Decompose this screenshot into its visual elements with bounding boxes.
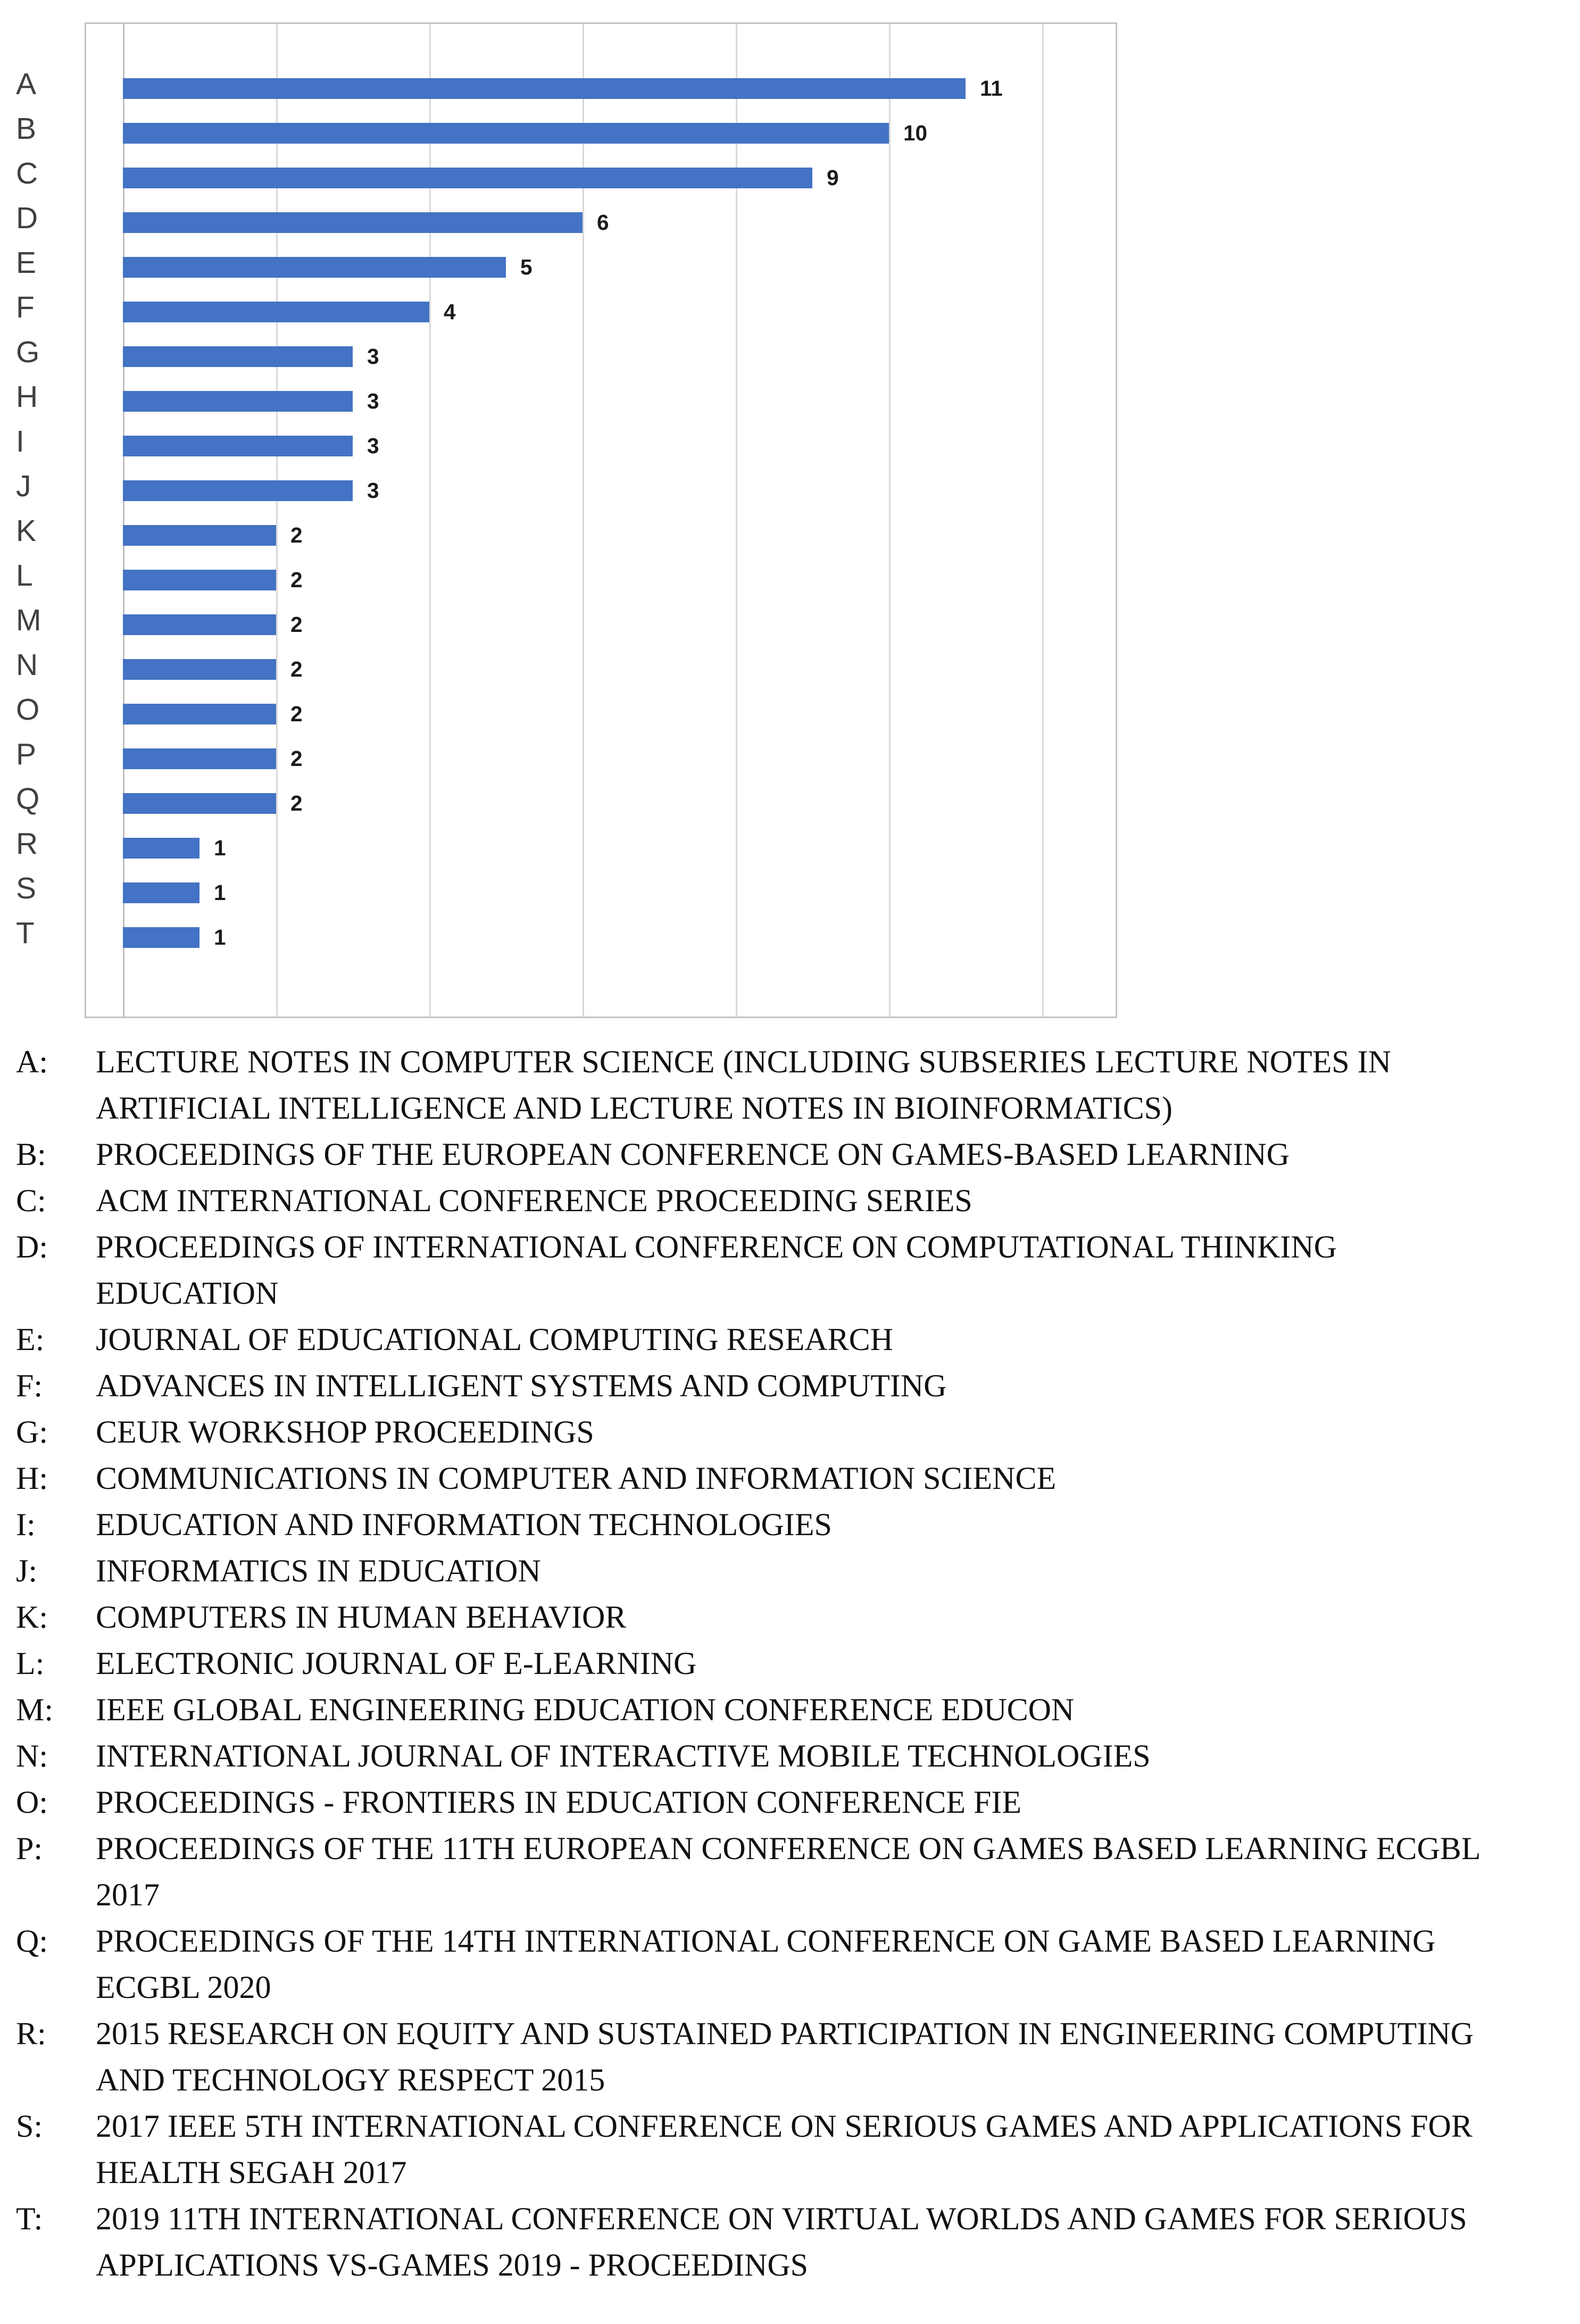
legend-label: EDUCATION AND INFORMATION TECHNOLOGIES — [96, 1508, 832, 1543]
legend-key: I: — [16, 1508, 36, 1543]
legend-item-q — [16, 1920, 1500, 2012]
bar-row-j — [123, 468, 1042, 512]
legend-key: G: — [16, 1415, 48, 1451]
bar-o — [123, 703, 276, 724]
gridline-12 — [1042, 24, 1044, 1017]
legend-label: COMMUNICATIONS IN COMPUTER AND INFORMATION SCIENCE — [96, 1462, 1057, 1497]
category-label-l: L — [16, 560, 33, 594]
legend-key: H: — [16, 1462, 48, 1497]
value-label-o: 2 — [290, 701, 303, 726]
value-label-i: 3 — [367, 433, 379, 457]
legend-key: T: — [16, 2202, 43, 2237]
bar-l — [123, 569, 276, 590]
bar-row-s — [123, 870, 1042, 914]
bar-row-e — [123, 244, 1042, 289]
value-label-t: 1 — [214, 924, 226, 949]
legend-label: 2015 RESEARCH ON EQUITY AND SUSTAINED PARTICIPATION IN ENGINEERING COMPUTING AND TECHNOLOGY RESPECT 2015 — [96, 2017, 1474, 2098]
category-label-g: G — [16, 337, 40, 370]
category-label-p: P — [16, 739, 37, 772]
value-label-n: 2 — [290, 656, 303, 681]
legend-label: PROCEEDINGS OF THE 14TH INTERNATIONAL CONFERENCE ON GAME BASED LEARNING ECGBL 2020 — [96, 1925, 1436, 2006]
legend-key: L: — [16, 1647, 45, 1682]
legend-key: K: — [16, 1601, 48, 1636]
legend-label: ACM INTERNATIONAL CONFERENCE PROCEEDING SERIES — [96, 1184, 972, 1219]
value-label-q: 2 — [290, 790, 303, 815]
legend-key: Q: — [16, 1925, 48, 1960]
legend-item-b — [16, 1133, 1500, 1179]
bar-row-g — [123, 334, 1042, 378]
value-label-j: 3 — [367, 478, 379, 502]
category-label-c: C — [16, 158, 38, 191]
bar-row-m — [123, 602, 1042, 646]
bar-f — [123, 301, 429, 322]
value-label-h: 3 — [367, 388, 379, 413]
category-label-k: K — [16, 515, 37, 549]
value-label-d: 6 — [597, 210, 609, 234]
category-label-q: Q — [16, 784, 40, 817]
category-label-b: B — [16, 113, 37, 147]
legend-key: P: — [16, 1832, 43, 1867]
value-label-e: 5 — [520, 254, 533, 279]
bar-row-i — [123, 423, 1042, 468]
value-label-s: 1 — [214, 880, 226, 904]
value-label-r: 1 — [214, 835, 226, 860]
bar-d — [123, 212, 583, 232]
category-label-n: N — [16, 649, 38, 683]
y-axis-category-labels — [16, 64, 80, 957]
legend-key: E: — [16, 1323, 45, 1358]
value-label-f: 4 — [444, 299, 456, 323]
bar-row-q — [123, 780, 1042, 825]
legend-label: PROCEEDINGS OF THE EUROPEAN CONFERENCE ON GAMES-BASED LEARNING — [96, 1138, 1290, 1173]
bar-row-d — [123, 199, 1042, 244]
legend-item-j — [16, 1550, 1500, 1596]
legend-item-l — [16, 1642, 1500, 1688]
bar-g — [123, 346, 353, 366]
legend-label: PROCEEDINGS - FRONTIERS IN EDUCATION CONFERENCE FIE — [96, 1786, 1022, 1821]
category-label-h: H — [16, 381, 38, 415]
chart-legend — [16, 1040, 1500, 2290]
category-label-i: I — [16, 426, 24, 460]
legend-item-f — [16, 1364, 1500, 1411]
bar-h — [123, 390, 353, 411]
legend-label: LECTURE NOTES IN COMPUTER SCIENCE (INCLUDING SUBSERIES LECTURE NOTES IN ARTIFICIAL INTELLIGENCE AND LECTURE NOTES IN BIOINFORMATICS) — [96, 1045, 1392, 1127]
legend-label: COMPUTERS IN HUMAN BEHAVIOR — [96, 1601, 627, 1636]
bar-row-k — [123, 512, 1042, 557]
bar-row-l — [123, 557, 1042, 602]
legend-item-s — [16, 2105, 1500, 2197]
bar-c — [123, 167, 812, 188]
category-label-a: A — [16, 69, 37, 102]
category-label-s: S — [16, 873, 37, 906]
horizontal-bar-chart — [85, 22, 1117, 1018]
bar-a — [123, 78, 966, 98]
legend-label: PROCEEDINGS OF THE 11TH EUROPEAN CONFERENCE ON GAMES BASED LEARNING ECGBL 2017 — [96, 1832, 1480, 1913]
legend-item-a — [16, 1040, 1500, 1133]
value-label-p: 2 — [290, 746, 303, 770]
value-label-k: 2 — [290, 522, 303, 547]
value-label-m: 2 — [290, 612, 303, 636]
bar-row-h — [123, 378, 1042, 423]
legend-item-m — [16, 1688, 1500, 1735]
value-label-a: 11 — [980, 76, 1003, 100]
bar-row-c — [123, 155, 1042, 199]
legend-label: 2017 IEEE 5TH INTERNATIONAL CONFERENCE ON SERIOUS GAMES AND APPLICATIONS FOR HEALTH SEGAH 2017 — [96, 2110, 1473, 2191]
legend-key: B: — [16, 1138, 46, 1173]
bar-k — [123, 524, 276, 545]
legend-key: C: — [16, 1184, 46, 1219]
legend-item-i — [16, 1503, 1500, 1550]
bar-row-o — [123, 691, 1042, 736]
legend-item-e — [16, 1318, 1500, 1364]
legend-item-n — [16, 1735, 1500, 1781]
bar-row-a — [123, 65, 1042, 110]
legend-item-o — [16, 1781, 1500, 1827]
category-label-t: T — [16, 918, 35, 951]
legend-item-d — [16, 1226, 1500, 1318]
bar-row-f — [123, 289, 1042, 334]
legend-key: A: — [16, 1045, 48, 1080]
value-label-c: 9 — [827, 165, 839, 189]
category-label-j: J — [16, 471, 31, 504]
legend-key: S: — [16, 2110, 43, 2145]
bar-q — [123, 793, 276, 813]
value-label-b: 10 — [903, 120, 928, 145]
legend-key: F: — [16, 1369, 43, 1404]
legend-key: R: — [16, 2017, 46, 2052]
legend-label: INFORMATICS IN EDUCATION — [96, 1554, 541, 1589]
bar-row-n — [123, 646, 1042, 691]
legend-item-t — [16, 2197, 1500, 2290]
legend-label: ADVANCES IN INTELLIGENT SYSTEMS AND COMPUTING — [96, 1369, 947, 1404]
bar-m — [123, 614, 276, 635]
category-label-f: F — [16, 292, 35, 326]
category-label-m: M — [16, 605, 41, 638]
category-label-o: O — [16, 694, 40, 728]
legend-label: ELECTRONIC JOURNAL OF E-LEARNING — [96, 1647, 697, 1682]
legend-item-r — [16, 2012, 1500, 2105]
legend-item-g — [16, 1411, 1500, 1457]
bar-row-p — [123, 736, 1042, 780]
category-label-r: R — [16, 828, 38, 862]
bar-e — [123, 256, 506, 277]
bar-j — [123, 480, 353, 501]
bar-t — [123, 927, 199, 947]
legend-item-k — [16, 1596, 1500, 1642]
legend-key: J: — [16, 1554, 38, 1589]
category-label-d: D — [16, 203, 38, 236]
legend-key: N: — [16, 1739, 48, 1775]
plot-area — [123, 65, 1042, 959]
bar-b — [123, 122, 889, 143]
legend-key: O: — [16, 1786, 48, 1821]
category-label-e: E — [16, 247, 37, 281]
legend-key: M: — [16, 1693, 54, 1728]
bar-i — [123, 435, 353, 456]
legend-label: PROCEEDINGS OF INTERNATIONAL CONFERENCE ON COMPUTATIONAL THINKING EDUCATION — [96, 1230, 1337, 1312]
legend-item-p — [16, 1827, 1500, 1920]
bar-row-b — [123, 110, 1042, 155]
legend-label: IEEE GLOBAL ENGINEERING EDUCATION CONFERENCE EDUCON — [96, 1693, 1075, 1728]
legend-label: INTERNATIONAL JOURNAL OF INTERACTIVE MOBILE TECHNOLOGIES — [96, 1739, 1151, 1775]
legend-label: JOURNAL OF EDUCATIONAL COMPUTING RESEARCH — [96, 1323, 893, 1358]
bar-row-t — [123, 914, 1042, 959]
legend-item-h — [16, 1457, 1500, 1503]
legend-item-c — [16, 1179, 1500, 1226]
bar-p — [123, 748, 276, 769]
value-label-l: 2 — [290, 567, 303, 592]
legend-label: CEUR WORKSHOP PROCEEDINGS — [96, 1415, 594, 1451]
bar-s — [123, 882, 199, 903]
legend-key: D: — [16, 1230, 48, 1265]
value-label-g: 3 — [367, 344, 379, 368]
bar-row-r — [123, 825, 1042, 870]
bar-n — [123, 659, 276, 679]
bar-r — [123, 837, 199, 858]
legend-label: 2019 11TH INTERNATIONAL CONFERENCE ON VIRTUAL WORLDS AND GAMES FOR SERIOUS APPLICATIONS VS-GAMES 2019 - PROCEEDINGS — [96, 2202, 1467, 2284]
